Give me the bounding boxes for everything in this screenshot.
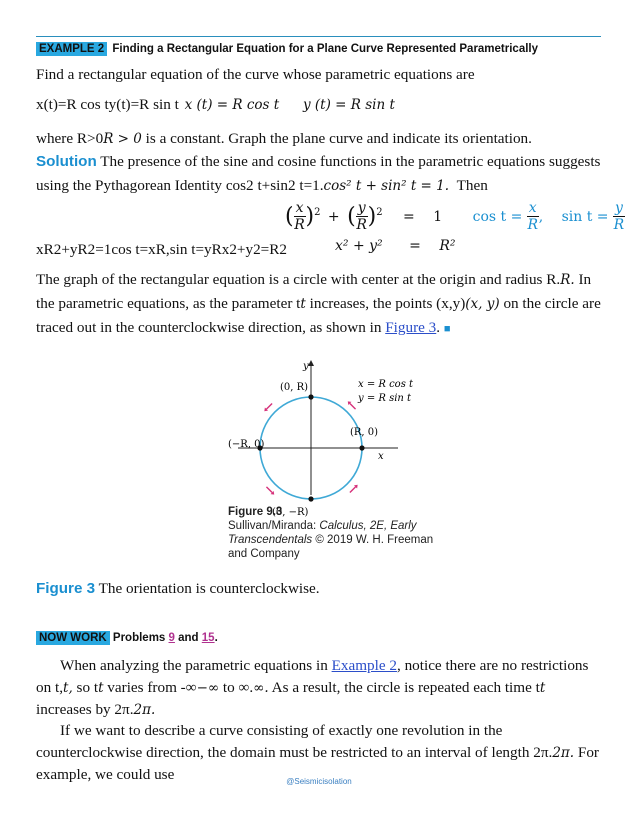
solution-paragraph	[36, 150, 601, 198]
orientation-arrow-3	[266, 487, 272, 493]
end-proof-square: ■	[443, 323, 451, 335]
example-header	[36, 40, 601, 58]
problem-15-link[interactable]: 15	[201, 632, 215, 644]
figure-3-link[interactable]: Figure 3	[385, 319, 437, 336]
label-top: (0, R)	[280, 382, 309, 393]
where-text	[36, 127, 601, 151]
intro-text: Find a rectangular equation of the curve whose parametric equations are	[36, 66, 475, 83]
figure-caption-label: Figure 3	[36, 580, 96, 597]
label-bottom: (0, −R)	[272, 507, 309, 518]
example-2-link[interactable]: Example 2	[331, 657, 397, 674]
paragraph-one-revolution: If we want to describe a curve consisting of exactly one revolution in the counterclockwise direction, the domain must be restricted to an interval of length 2π.2π. For example, we could use	[36, 722, 599, 783]
identity-math: cos² t + sin² t = 1.	[323, 178, 450, 194]
then-word: Then	[456, 177, 488, 194]
figure-number: Figure 9.3	[228, 506, 283, 518]
label-left: (−R, 0)	[228, 439, 265, 450]
identity-plain: cos2 t+sin2 t=1.	[225, 177, 324, 194]
figure-eq-x: x = R cos t	[358, 379, 414, 390]
figure-caption-text: The orientation is counterclockwise.	[95, 580, 320, 597]
equation-plain-text: xR2+yR2=1cos t=xR,sin t=yRx2+y2=R2	[36, 241, 287, 258]
now-work-line: NOW WORK Problems 9 and 15.	[36, 626, 601, 650]
solution-label: Solution	[36, 153, 97, 170]
x-axis-label: x	[378, 451, 384, 462]
y-axis-label: y	[303, 361, 309, 372]
where-math: R > 0	[103, 131, 142, 147]
param-plain: x(t)=R cos ty(t)=R sin t	[36, 96, 179, 113]
example-tag: EXAMPLE 2	[36, 42, 107, 56]
point-bottom	[308, 496, 313, 501]
param-math-x: x (t) = R cos t	[184, 97, 280, 113]
paragraph-restrictions: When analyzing the parametric equations in Example 2, notice there are no restrictions on t,t, so tt varies from -∞−∞ to ∞.∞. As a result, the circle is repeated each time tt increases by 2π.2π.	[36, 657, 589, 718]
orientation-arrow-2	[266, 403, 272, 409]
graph-paragraph: The graph of the rectangular equation is a circle with center at the origin and radius R.R. In the parametric equations, as the parameter tt increases, the points (x,y)(x, y) on the circle are traced out in the counterclockwise direction, as shown in Figure 3. ■	[36, 271, 601, 336]
watermark: @Seismicisolation	[286, 777, 352, 786]
param-equations	[36, 93, 601, 117]
point-top	[308, 394, 313, 399]
figure-credit: Figure 9.3 Sullivan/Miranda: Calculus, 2E, Early Transcendentals © 2019 W. H. Freeman and Company	[228, 506, 434, 560]
now-work-tag: NOW WORK	[36, 631, 110, 645]
solution-text: The presence of the sine and cosine functions in the parametric equations suggests using the Pythagorean Identity	[36, 153, 601, 194]
problem-9-link[interactable]: 9	[168, 632, 175, 644]
param-math-y: y (t) = R sin t	[302, 97, 395, 113]
figure-caption	[36, 577, 601, 601]
where-rest: is a constant. Graph the plane curve and indicate its orientation.	[141, 130, 532, 147]
top-rule	[36, 36, 601, 37]
where-plain: where R>0	[36, 130, 104, 147]
orientation-arrow-1	[350, 403, 356, 409]
figure-eq-y: y = R sin t	[358, 393, 412, 404]
orientation-arrow-4	[350, 487, 356, 493]
equation-line-1: ( $\frac{x}{R}$ )$^2$ + ( $\frac{y}{R}$ )$^2$ = 1 cos t = $\frac{x}{R}$ , sin t = $\frac{y}{R}$	[285, 200, 625, 233]
equation-line-2: x² + y² = R²	[335, 238, 456, 254]
example-title: Finding a Rectangular Equation for a Plane Curve Represented Parametrically	[112, 43, 539, 55]
point-right	[359, 445, 364, 450]
label-right: (R, 0)	[350, 427, 379, 438]
